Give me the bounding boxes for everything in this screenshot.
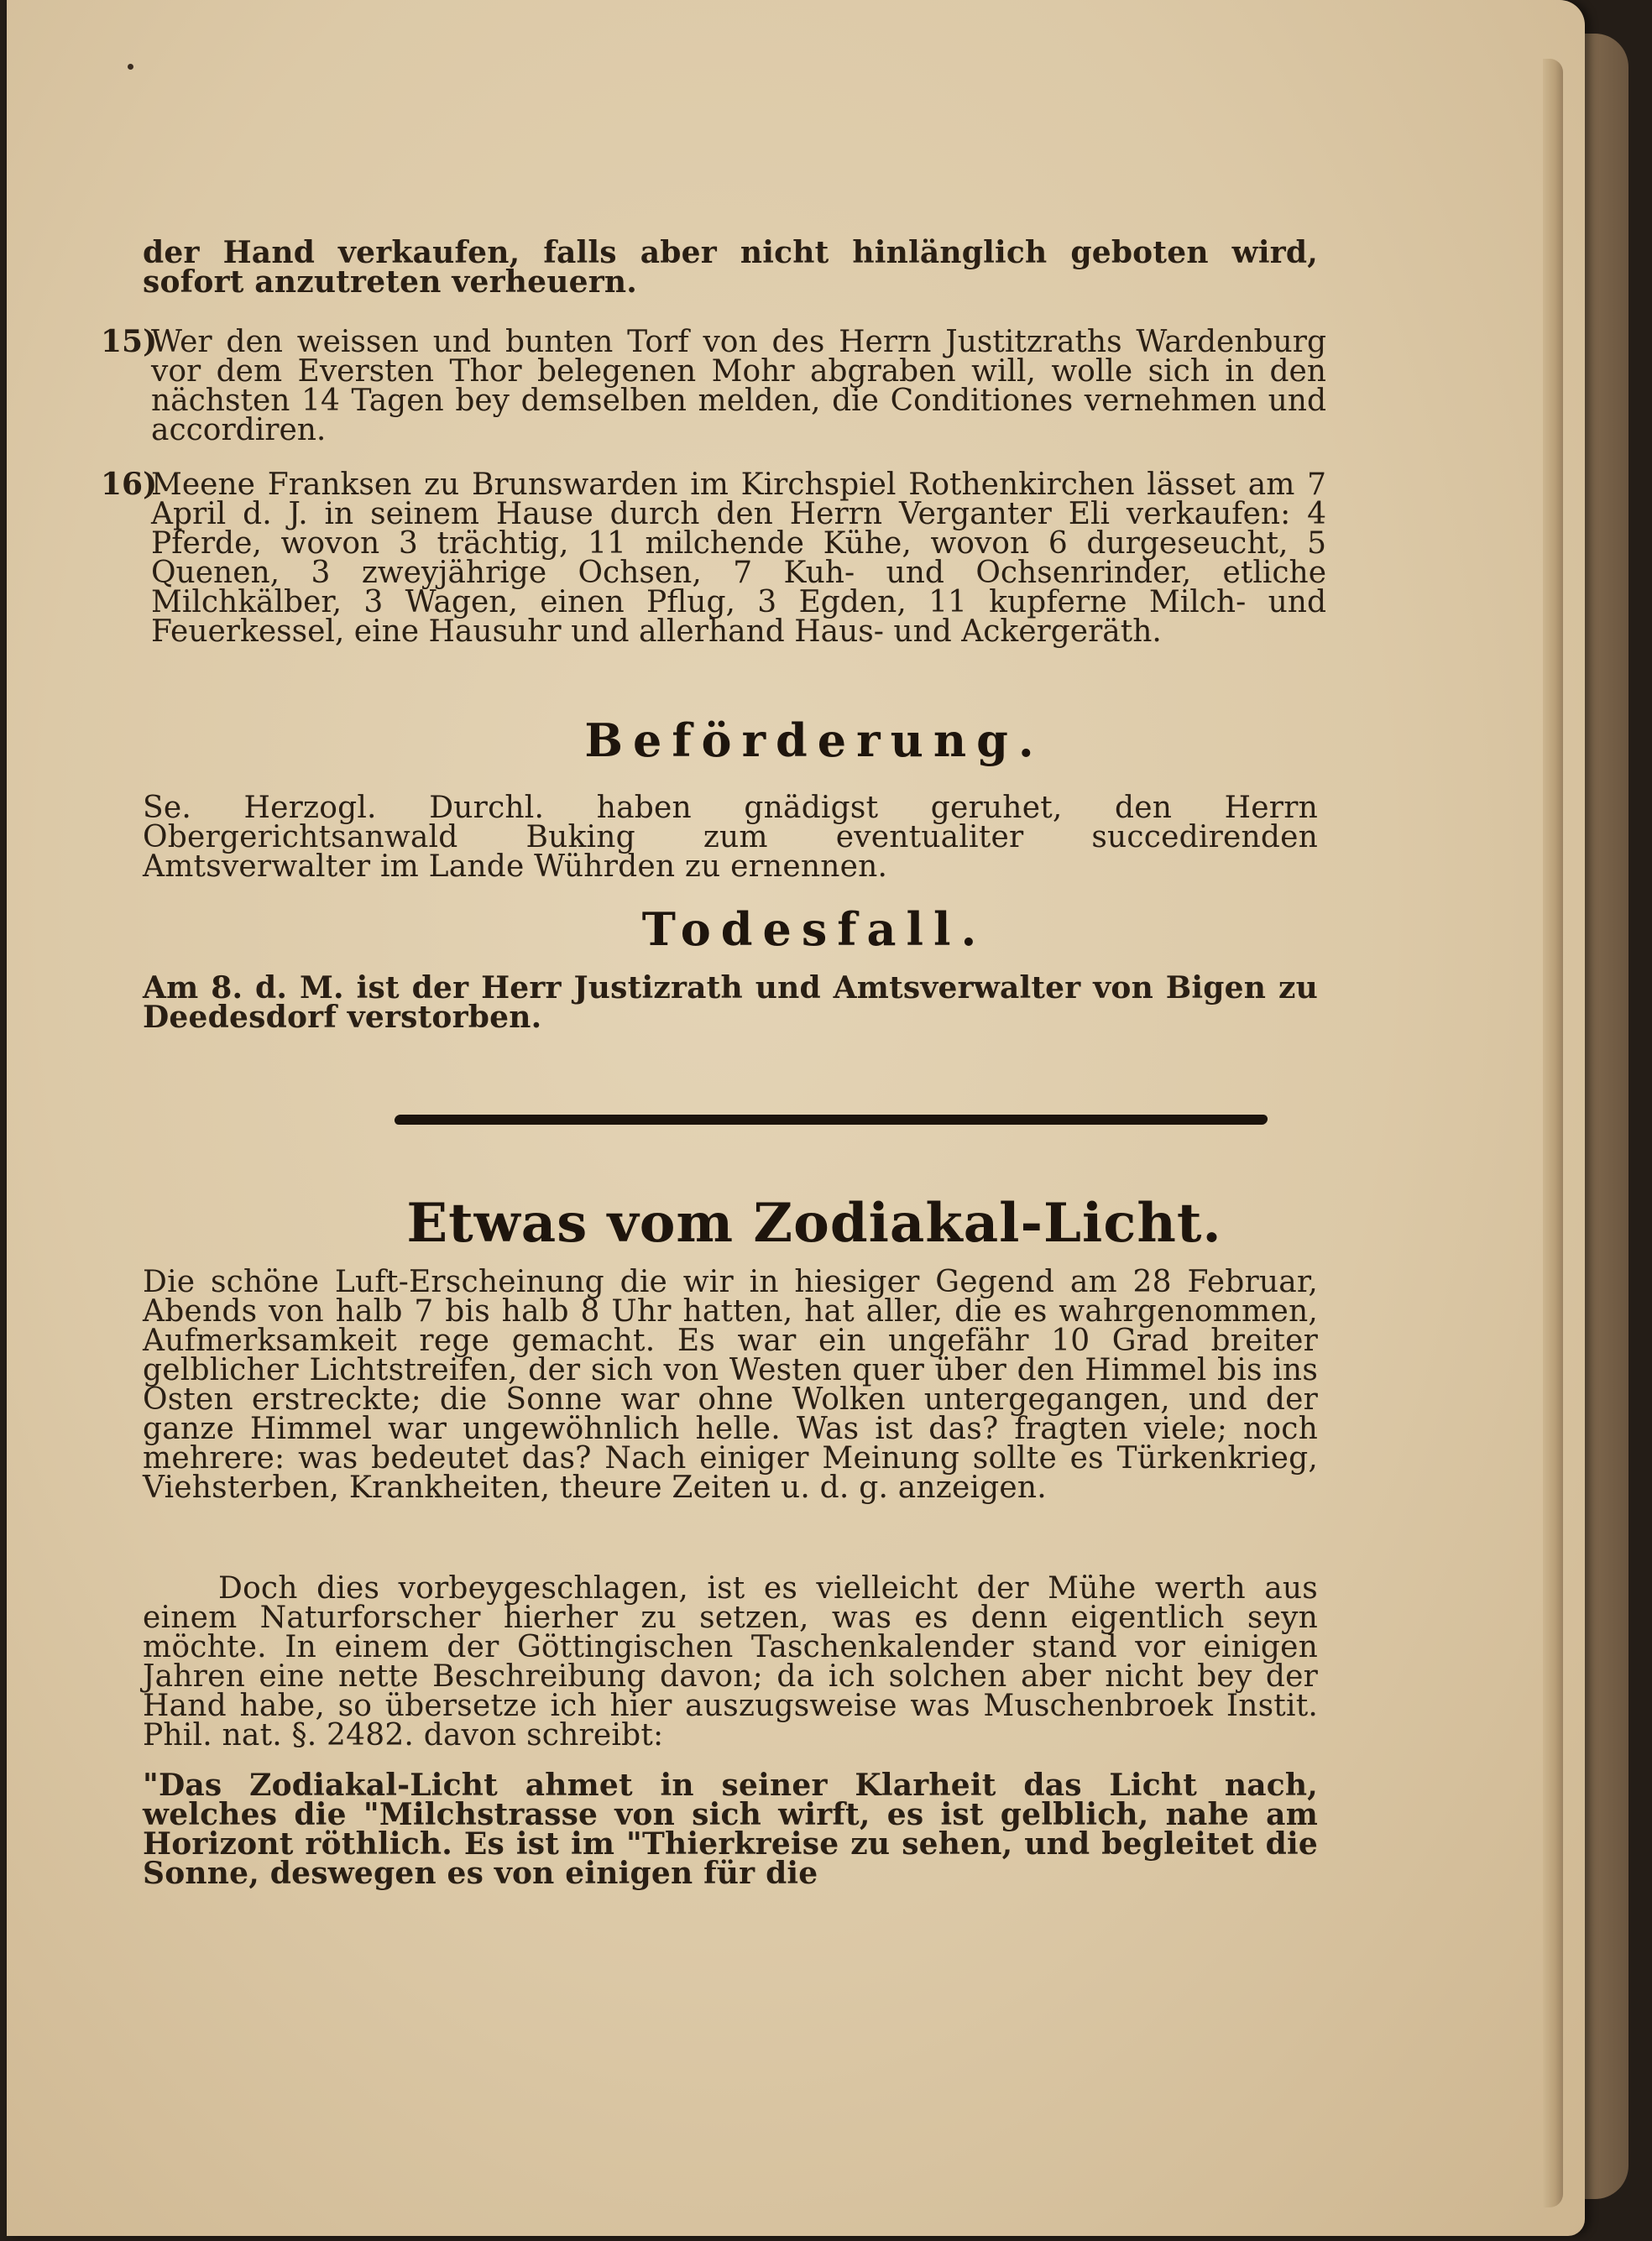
todesfall-text: Am 8. d. M. ist der Herr Justizrath und Amtsverwalter von Bigen zu Deedesdorf verstorben. [143, 970, 1318, 1035]
article-paragraph-2: Doch dies vorbeygeschlagen, ist es vielleicht der Mühe werth aus einem Naturforscher hierher zu setzen, was es denn eigentlich seyn möchte. In einem der Göttingischen Taschenkalender stand vor einigen Jahren eine nette Beschreibung davon; da ich solchen aber nicht bey der Hand habe, so übersetze ich hier auszugsweise was Muschenbroek Instit. Phil. nat. §. 2482. davon schreibt: [143, 1571, 1318, 1753]
heading-befoerderung: Beförderung. [584, 713, 1044, 767]
article-title: Etwas vom Zodiakal-Licht. [406, 1192, 1222, 1255]
section-divider [394, 1115, 1268, 1125]
article-paragraph-1: Die schöne Luft-Erscheinung die wir in hiesiger Gegend am 28 Februar, Abends von halb 7 bis halb 8 Uhr hatten, hat aller, die es wahrgenommen, Aufmerksamkeit rege gemacht. Es war ein ungefähr 10 Grad breiter gelblicher Lichtstreifen, der sich von Westen quer über den Himmel bis ins Osten erstreckte; die Sonne war ohne Wolken untergegangen, und der ganze Himmel war ungewöhnlich helle. Was ist das? fragten viele; noch mehrere: was bedeutet das? Nach einiger Meinung sollte es Türkenkrieg, Viehsterben, Krankheiten, theure Zeiten u. d. g. anzeigen. [143, 1265, 1318, 1505]
item-number: 16) [101, 467, 158, 502]
article-quote: "Das Zodiakal-Licht ahmet in seiner Klarheit das Licht nach, welches die "Milchstrasse von sich wirft, es ist gelblich, nahe am Horizont röthlich. Es ist im "Thierkreise zu sehen, und begleitet die Sonne, deswegen es von einigen für die [143, 1768, 1318, 1891]
page-edge [1543, 59, 1563, 2207]
continuation-paragraph: der Hand verkaufen, falls aber nicht hinlänglich geboten wird, sofort anzutreten verheuern. [143, 235, 1318, 300]
ink-dot [128, 64, 133, 70]
item-text: Meene Franksen zu Brunswarden im Kirchspiel Rothenkirchen lässet am 7 April d. J. in seinem Hause durch den Herrn Verganter Eli verkaufen: 4 Pferde, wovon 3 trächtig, 11 milchende Kühe, wovon 6 durgeseucht, 5 Quenen, 3 zweyjährige Ochsen, 7 Kuh- und Ochsenrinder, etliche Milchkälber, 3 Wagen, einen Pflug, 3 Egden, 11 kupferne Milch- und Feuerkessel, eine Hausuhr und allerhand Haus- und Ackergeräth. [151, 468, 1326, 649]
item-number: 15) [101, 324, 158, 359]
item-text: Wer den weissen und bunten Torf von des Herrn Justitzraths Wardenburg vor dem Eversten Thor belegenen Mohr abgraben will, wolle sich in den nächsten 14 Tagen bey demselben melden, die Conditiones vernehmen und accordiren. [151, 325, 1326, 447]
heading-todesfall: Todesfall. [641, 902, 987, 956]
befoerderung-text: Se. Herzogl. Durchl. haben gnädigst geruhet, den Herrn Obergerichtsanwald Buking zum eventualiter succedirenden Amtsverwalter im Lande Wührden zu ernennen. [143, 791, 1318, 884]
